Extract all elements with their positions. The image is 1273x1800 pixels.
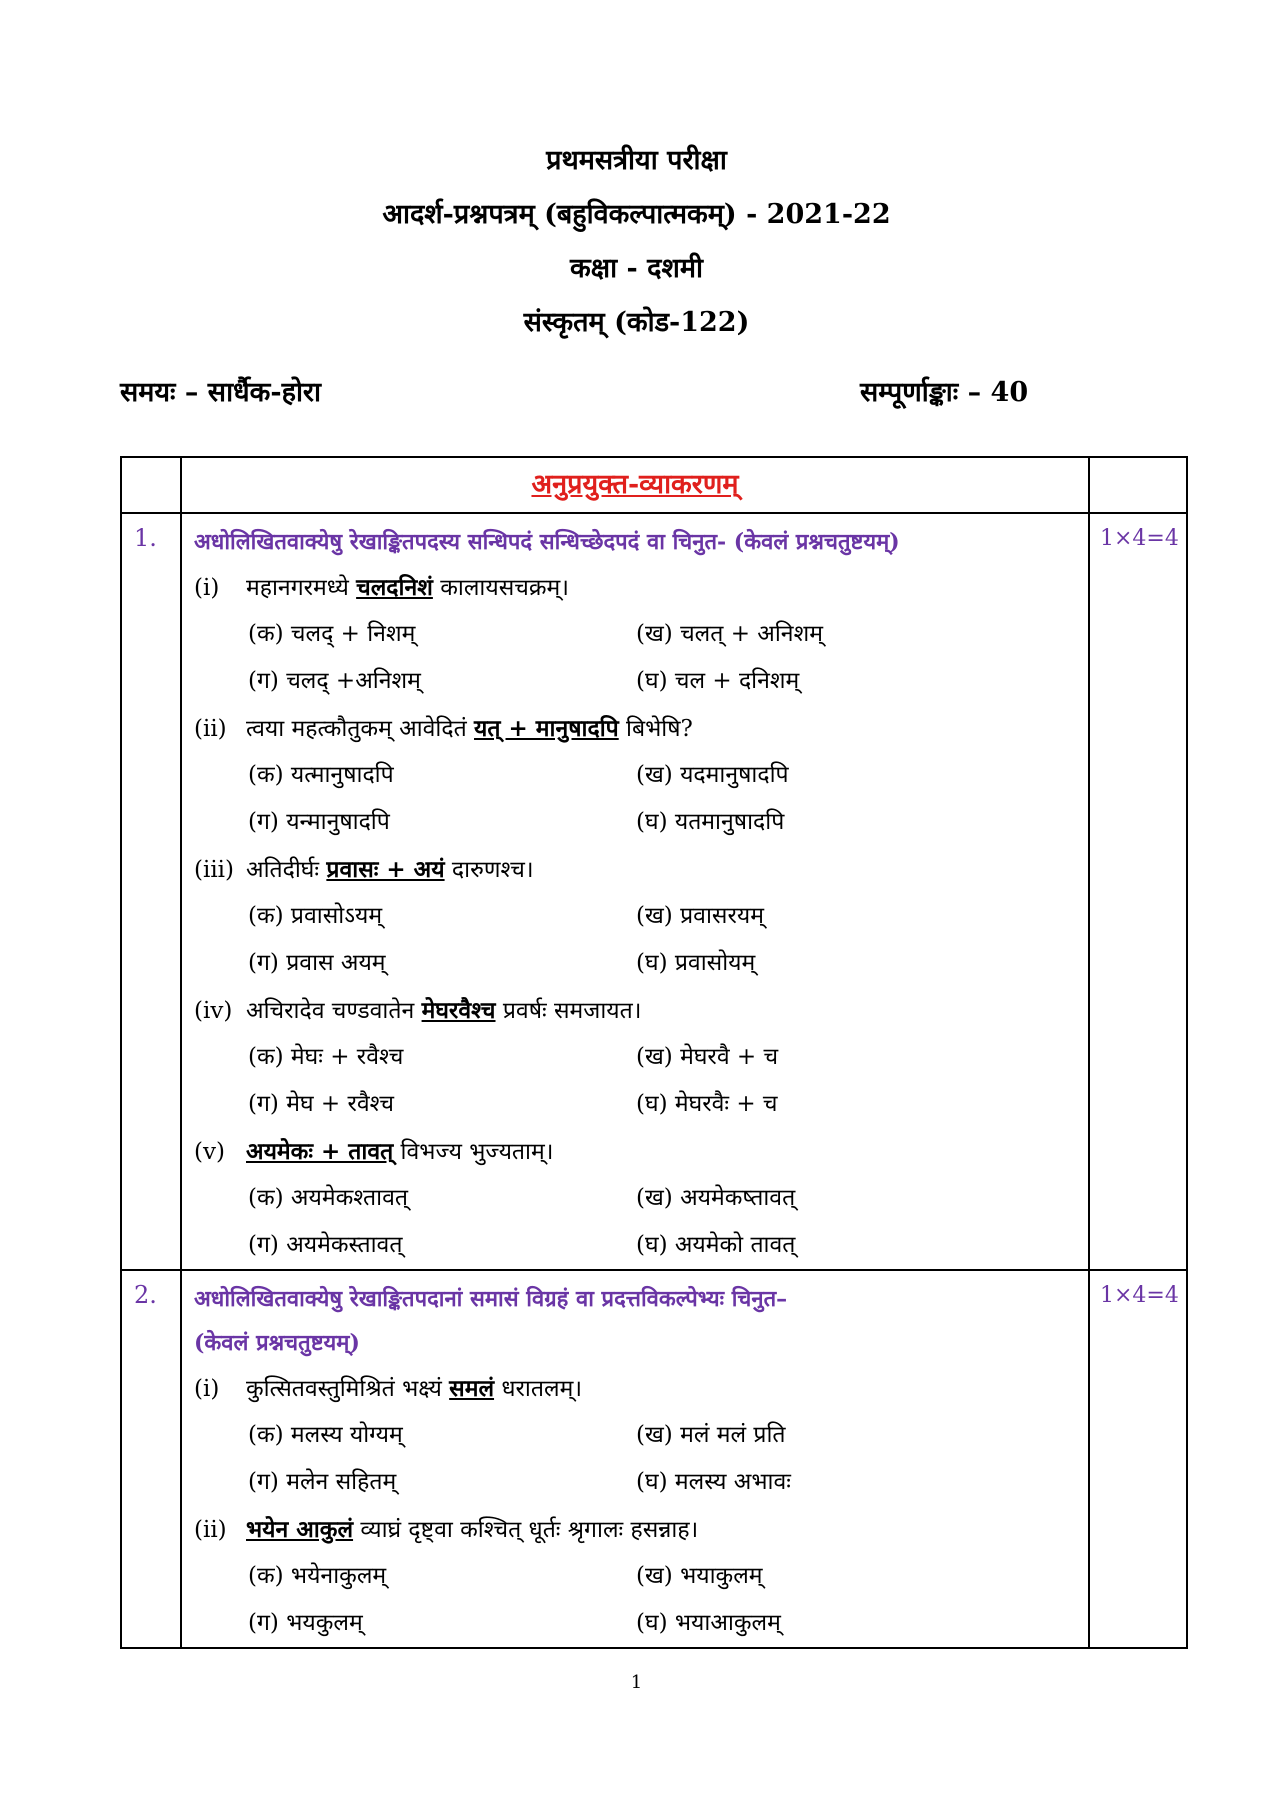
total-marks-label: सम्पूर्णाङ्काः – 40 xyxy=(860,377,1029,408)
option: (ग) मेघ + रवैश्च xyxy=(248,1091,395,1117)
sub-question xyxy=(182,987,1088,1034)
option: (ग) अयमेकस्तावत् xyxy=(248,1232,403,1258)
question-marks: 1×4=4 xyxy=(1089,1270,1187,1648)
section-title-cell xyxy=(181,457,1089,513)
options-row xyxy=(182,1459,1088,1506)
sub-question xyxy=(182,564,1088,611)
sentence-post: कालायसचक्रम्। xyxy=(432,575,570,601)
option: (घ) अयमेको तावत् xyxy=(636,1232,796,1258)
sub-question-label: (i) xyxy=(194,575,220,601)
question-table xyxy=(120,456,1188,1649)
instruction-line: अधोलिखितवाक्येषु रेखाङ्कितपदानां समासं विग्रहं वा प्रदत्तविकल्पेभ्यः चिनुत– xyxy=(194,1286,788,1312)
instruction-line: (केवलं प्रश्नचतुष्टयम्) xyxy=(194,1330,360,1356)
sub-question xyxy=(182,1506,1088,1553)
section-title: अनुप्रयुक्त-व्याकरणम् xyxy=(531,469,739,500)
sentence-pre: कुत्सितवस्तुमिश्रितं भक्ष्यं xyxy=(246,1376,450,1402)
options-row xyxy=(182,1081,1088,1128)
underlined-word: भयेन आकुलं xyxy=(246,1516,354,1543)
sentence-post: धरातलम्। xyxy=(494,1376,583,1402)
option: (ग) भयकुलम् xyxy=(248,1610,363,1636)
sentence-pre: त्वया महत्कौतुकम् आवेदितं xyxy=(246,716,475,742)
option: (क) चलद् + निशम् xyxy=(248,621,416,647)
option: (क) अयमेकश्तावत् xyxy=(248,1185,408,1211)
option: (ग) मलेन सहितम् xyxy=(248,1469,397,1495)
sub-question xyxy=(182,1365,1088,1412)
option: (घ) मेघरवैः + च xyxy=(636,1091,778,1117)
option: (घ) चल + दनिशम् xyxy=(636,668,800,694)
options-row xyxy=(182,1553,1088,1600)
sub-question xyxy=(182,846,1088,893)
question-row xyxy=(121,1270,1187,1648)
options-row xyxy=(182,893,1088,940)
sub-question xyxy=(182,1128,1088,1175)
sentence-post: बिभेषि? xyxy=(618,716,693,742)
option: (क) यत्मानुषादपि xyxy=(248,762,394,788)
option: (घ) भयाआकुलम् xyxy=(636,1610,781,1636)
sentence-post: विभज्य भुज्यताम्। xyxy=(393,1139,554,1165)
sub-question-label: (i) xyxy=(194,1376,220,1402)
option: (क) भयेनाकुलम् xyxy=(248,1563,387,1589)
sentence-pre: अचिरादेव चण्डवातेन xyxy=(246,998,422,1024)
option: (ग) प्रवास अयम् xyxy=(248,950,386,976)
section-header-row xyxy=(121,457,1187,513)
underlined-word: अयमेकः + तावत् xyxy=(246,1138,394,1165)
options-row xyxy=(182,1175,1088,1222)
time-label: समयः – सार्धैक-होरा xyxy=(120,377,321,408)
sentence-post: दारुणश्च। xyxy=(444,857,534,883)
options-row xyxy=(182,1034,1088,1081)
sentence-pre: महानगरमध्ये xyxy=(246,575,357,601)
option: (क) प्रवासोऽयम् xyxy=(248,903,383,929)
options-row xyxy=(182,658,1088,705)
option: (ख) अयमेकष्तावत् xyxy=(636,1185,796,1211)
option: (ख) यदमानुषादपि xyxy=(636,762,789,788)
underlined-word: मेघरवैश्च xyxy=(421,997,496,1024)
sentence-pre: अतिदीर्घः xyxy=(246,857,327,883)
empty-cell xyxy=(121,457,181,513)
options-row xyxy=(182,611,1088,658)
option: (ग) चलद् +अनिशम् xyxy=(248,668,421,694)
options-row xyxy=(182,1600,1088,1647)
page-number: 1 xyxy=(630,1672,643,1693)
subject-title: संस्कृतम् (कोड-122) xyxy=(523,307,750,338)
options-row xyxy=(182,799,1088,846)
option: (क) मलस्य योग्यम् xyxy=(248,1422,403,1448)
underlined-word: चलदनिशं xyxy=(356,574,433,601)
underlined-word: प्रवासः + अयं xyxy=(326,856,445,883)
sentence-post: प्रवर्षः समजायत। xyxy=(495,998,642,1024)
options-row xyxy=(182,1412,1088,1459)
underlined-word: समलं xyxy=(449,1375,495,1402)
sub-question-label: (ii) xyxy=(194,716,227,742)
sub-question-label: (ii) xyxy=(194,1517,227,1543)
option: (ख) मेघरवै + च xyxy=(636,1044,779,1070)
option: (क) मेघः + रवैश्च xyxy=(248,1044,404,1070)
question-row xyxy=(121,513,1187,1270)
empty-cell xyxy=(1089,457,1187,513)
question-body xyxy=(181,1270,1089,1648)
question-instruction: अधोलिखितवाक्येषु रेखाङ्कितपदस्य सन्धिपदं सन्धिच्छेदपदं वा चिनुत- (केवलं प्रश्नचतुष्टयम्) xyxy=(194,529,900,555)
question-number: 2. xyxy=(121,1270,181,1648)
question-number: 1. xyxy=(121,513,181,1270)
class-title: कक्षा - दशमी xyxy=(570,253,703,284)
question-body xyxy=(181,513,1089,1270)
options-row xyxy=(182,752,1088,799)
option: (ख) मलं मलं प्रति xyxy=(636,1422,786,1448)
option: (ख) भयाकुलम् xyxy=(636,1563,763,1589)
sub-question-label: (iv) xyxy=(194,998,233,1024)
sub-question-label: (iii) xyxy=(194,857,235,883)
options-row xyxy=(182,940,1088,987)
option: (ग) यन्मानुषादपि xyxy=(248,809,390,835)
options-row xyxy=(182,1222,1088,1269)
sub-question-label: (v) xyxy=(194,1139,225,1165)
exam-title: प्रथमसत्रीया परीक्षा xyxy=(546,145,727,176)
option: (घ) प्रवासोयम् xyxy=(636,950,756,976)
option: (ख) प्रवासरयम् xyxy=(636,903,764,929)
option: (ख) चलत् + अनिशम् xyxy=(636,621,823,647)
option: (घ) यतमानुषादपि xyxy=(636,809,785,835)
sub-question xyxy=(182,705,1088,752)
question-marks: 1×4=4 xyxy=(1089,513,1187,1270)
sentence-post: व्याघ्रं दृष्ट्वा कश्चित् धूर्तः श्रृगालः हसन्नाह। xyxy=(353,1517,699,1543)
option: (घ) मलस्य अभावः xyxy=(636,1469,791,1495)
paper-title: आदर्श-प्रश्नपत्रम् (बहुविकल्पात्मकम्) - 2021-22 xyxy=(382,199,891,230)
question-instruction xyxy=(182,1271,1088,1365)
underlined-word: यत् + मानुषादपि xyxy=(474,715,619,742)
